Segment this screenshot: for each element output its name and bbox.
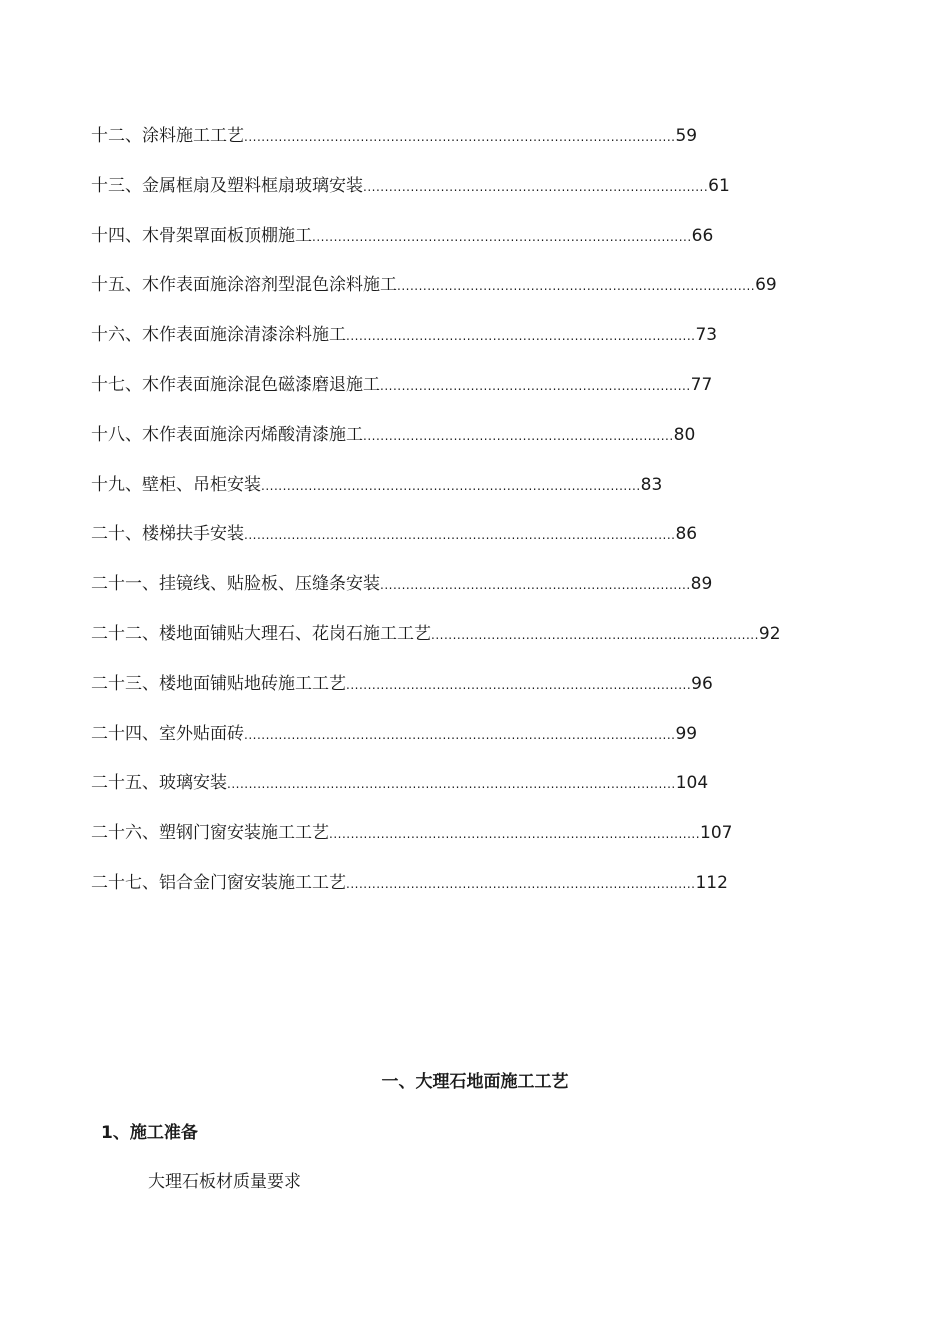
toc-leader-dots: ............................................................................ <box>431 627 759 642</box>
toc-page-number: 80 <box>673 424 696 445</box>
toc-leader-dots: ...................................................................................... <box>329 827 701 842</box>
toc-leader-dots: ........................................................................ <box>380 378 691 393</box>
toc-entry-title: 十四、木骨架罩面板顶棚施工 <box>91 225 312 246</box>
toc-entry[interactable] <box>91 670 831 720</box>
toc-page-number: 112 <box>695 872 728 893</box>
table-of-contents <box>91 122 831 919</box>
toc-leader-dots: ........................................................................................ <box>261 478 641 493</box>
toc-entry-title: 十二、涂料施工工艺 <box>91 126 244 146</box>
toc-page-number: 86 <box>675 524 698 545</box>
toc-entry-title: 二十四、室外贴面砖 <box>91 723 244 744</box>
toc-leader-dots: ........................................................................ <box>363 428 674 443</box>
toc-entry[interactable] <box>91 222 831 272</box>
toc-leader-dots: .................................................................................................... <box>244 528 676 543</box>
toc-page-number: 73 <box>695 325 718 346</box>
section-heading: 一、大理石地面施工工艺 <box>381 1072 569 1092</box>
toc-entry[interactable] <box>91 172 831 222</box>
toc-page-number: 66 <box>691 225 714 246</box>
toc-leader-dots: .................................................................................................... <box>244 130 676 144</box>
toc-entry-title: 二十六、塑钢门窗安装施工工艺 <box>91 823 329 844</box>
toc-entry-title: 二十五、玻璃安装 <box>91 773 227 794</box>
toc-entry-title: 二十一、挂镜线、贴脸板、压缝条安装 <box>91 574 380 595</box>
toc-page-number: 59 <box>675 126 698 146</box>
toc-page-number: 77 <box>690 374 713 395</box>
toc-entry[interactable] <box>91 371 831 421</box>
toc-page-number: 92 <box>758 623 781 644</box>
toc-entry-title: 二十三、楼地面铺贴地砖施工工艺 <box>91 673 346 694</box>
toc-page-number: 107 <box>700 823 733 844</box>
toc-leader-dots: ........................................................................................................ <box>227 777 676 792</box>
sub-heading: 1、施工准备 <box>101 1123 198 1143</box>
toc-entry-title: 二十七、铝合金门窗安装施工工艺 <box>91 872 346 893</box>
toc-entry-title: 二十二、楼地面铺贴大理石、花岗石施工工艺 <box>91 623 431 644</box>
toc-page-number: 69 <box>755 275 777 296</box>
toc-entry-title: 十五、木作表面施涂溶剂型混色涂料施工 <box>91 275 397 296</box>
toc-leader-dots: ................................................................................ <box>346 677 692 692</box>
toc-entry[interactable] <box>91 122 831 172</box>
toc-page-number: 83 <box>640 474 663 495</box>
toc-entry[interactable] <box>91 720 831 770</box>
toc-leader-dots: ................................................................................. <box>346 329 696 344</box>
toc-page-number: 104 <box>675 773 709 794</box>
toc-leader-dots: ........................................................................................ <box>312 229 692 244</box>
toc-leader-dots: ................................................................................... <box>397 279 756 294</box>
toc-entry[interactable] <box>91 421 831 471</box>
body-paragraph: 大理石板材质量要求 <box>148 1172 301 1192</box>
toc-entry[interactable] <box>91 769 831 819</box>
toc-leader-dots: ................................................................................. <box>346 876 696 891</box>
toc-entry[interactable] <box>91 620 831 670</box>
toc-page-number: 99 <box>675 723 698 744</box>
toc-entry-title: 十九、壁柜、吊柜安装 <box>91 474 261 495</box>
toc-entry[interactable] <box>91 321 831 371</box>
toc-entry-title: 十七、木作表面施涂混色磁漆磨退施工 <box>91 374 380 395</box>
toc-entry-title: 十六、木作表面施涂清漆涂料施工 <box>91 325 346 346</box>
toc-leader-dots: ........................................................................ <box>380 578 691 593</box>
toc-page-number: 96 <box>691 673 713 694</box>
toc-leader-dots: .................................................................................................... <box>244 727 676 742</box>
toc-entry[interactable] <box>91 570 831 620</box>
toc-leader-dots: ................................................................................ <box>363 179 709 194</box>
toc-entry[interactable] <box>91 869 831 919</box>
toc-page-number: 89 <box>690 574 713 595</box>
toc-entry[interactable] <box>91 819 831 869</box>
toc-entry[interactable] <box>91 520 831 570</box>
toc-entry[interactable] <box>91 271 831 321</box>
toc-entry-title: 十八、木作表面施涂丙烯酸清漆施工 <box>91 424 363 445</box>
toc-page-number: 61 <box>708 175 730 196</box>
toc-entry-title: 十三、金属框扇及塑料框扇玻璃安装 <box>91 175 363 196</box>
toc-entry[interactable] <box>91 471 831 521</box>
toc-entry-title: 二十、楼梯扶手安装 <box>91 524 244 545</box>
